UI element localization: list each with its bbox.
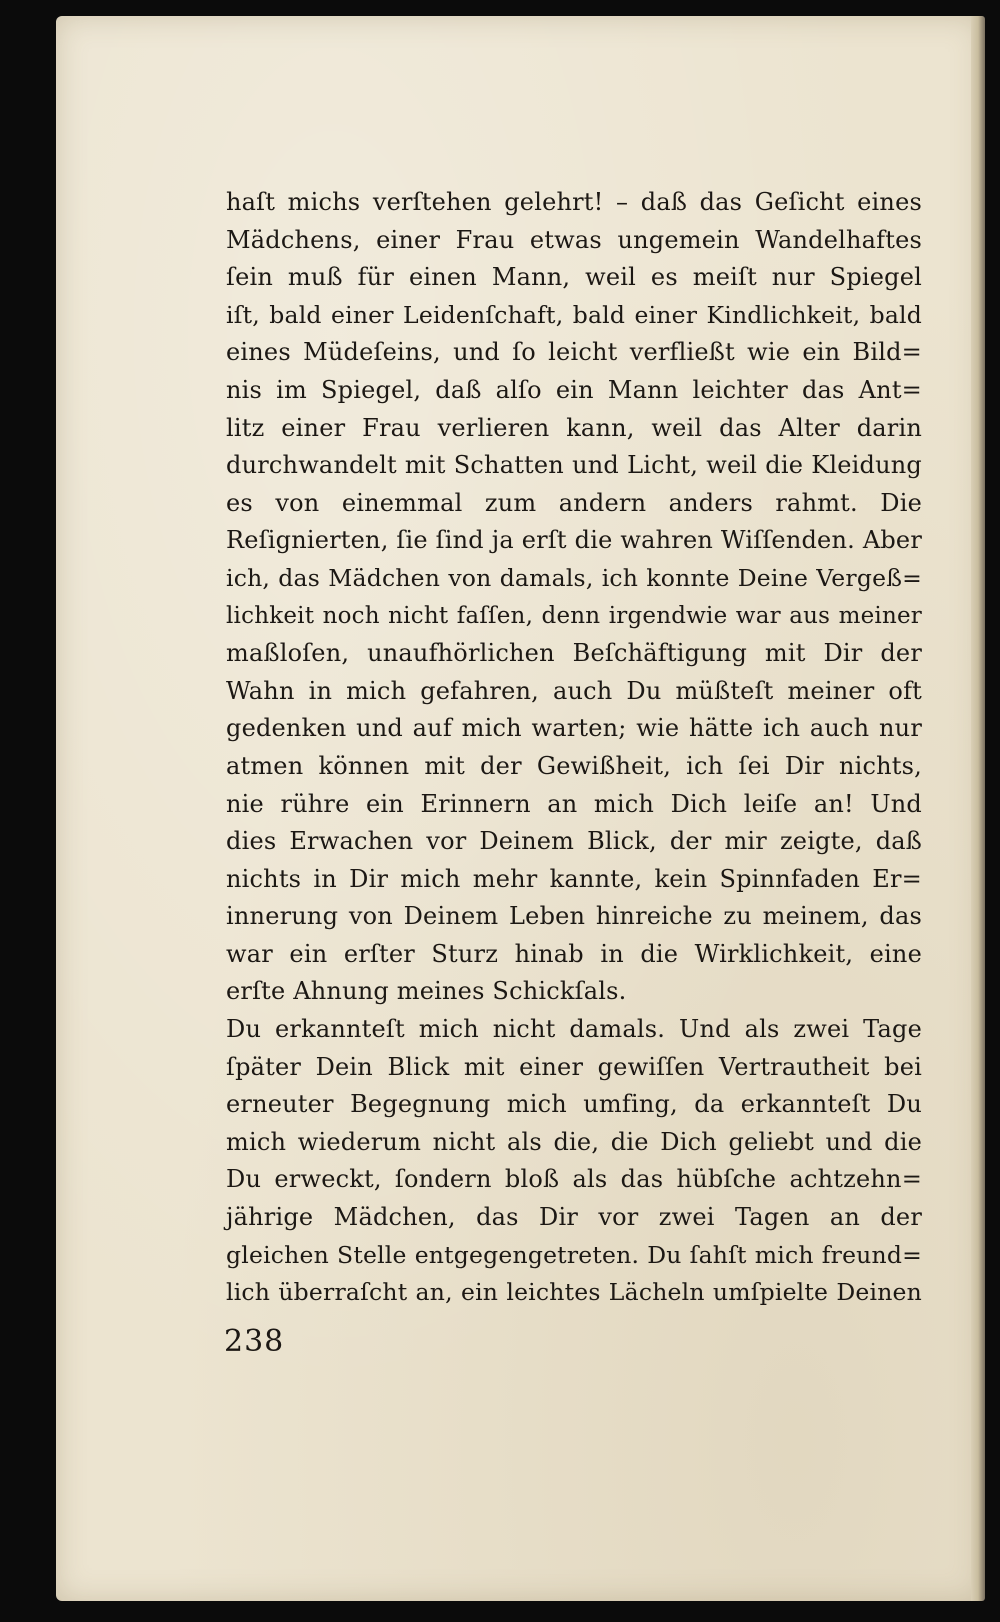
text-line: lich überraſcht an, ein leichtes Lächeln umſpielte Deinen bbox=[226, 1278, 922, 1307]
text-line: Du erkannteſt mich nicht damals. Und als zwei Tage bbox=[226, 1015, 922, 1044]
text-line: erneuter Begegnung mich umfing, da erkannteſt Du bbox=[226, 1090, 922, 1119]
text-line: innerung von Deinem Leben hinreiche zu meinem, das bbox=[226, 902, 922, 931]
text-line: jährige Mädchen, das Dir vor zwei Tagen an der bbox=[226, 1203, 922, 1232]
text-line: mich wiederum nicht als die, die Dich geliebt und die bbox=[226, 1127, 922, 1156]
text-line: gleichen Stelle entgegengetreten. Du ſahſt mich freund= bbox=[226, 1240, 922, 1269]
text-line: ſein muß für einen Mann, weil es meiſt nur Spiegel bbox=[226, 263, 922, 292]
text-line: eines Müdeſeins, und ſo leicht verfließt wie ein Bild= bbox=[226, 338, 922, 367]
text-line: es von einemmal zum andern anders rahmt. Die bbox=[226, 488, 922, 517]
text-line: maßloſen, unaufhörlichen Beſchäftigung mit Dir der bbox=[226, 639, 922, 668]
text-line: Wahn in mich gefahren, auch Du müßteſt meiner oft bbox=[226, 676, 922, 705]
text-line: nichts in Dir mich mehr kannte, kein Spinnfaden Er= bbox=[226, 864, 922, 893]
text-line: lichkeit noch nicht faſſen, denn irgendwie war aus meiner bbox=[226, 602, 922, 629]
page-number: 238 bbox=[224, 1324, 285, 1359]
text-line: Du erweckt, ſondern bloß als das hübſche achtzehn= bbox=[226, 1165, 922, 1194]
page-edge bbox=[971, 16, 985, 1601]
body-text bbox=[226, 184, 922, 1312]
text-line: Mädchens, einer Frau etwas ungemein Wandelhaftes bbox=[226, 225, 922, 254]
text-line: dies Erwachen vor Deinem Blick, der mir zeigte, daß bbox=[226, 827, 922, 856]
text-line: war ein erſter Sturz hinab in die Wirklichkeit, eine bbox=[226, 939, 922, 968]
text-line: litz einer Frau verlieren kann, weil das Alter darin bbox=[226, 413, 922, 442]
text-line: gedenken und auf mich warten; wie hätte ich auch nur bbox=[226, 714, 922, 743]
text-line: ſpäter Dein Blick mit einer gewiſſen Vertrautheit bei bbox=[226, 1052, 922, 1081]
text-line: nis im Spiegel, daß alſo ein Mann leichter das Ant= bbox=[226, 375, 922, 404]
text-line: ich, das Mädchen von damals, ich konnte Deine Vergeß= bbox=[226, 563, 922, 592]
text-line: iſt, bald einer Leidenſchaft, bald einer Kindlichkeit, bald bbox=[226, 300, 922, 329]
text-line: durchwandelt mit Schatten und Licht, weil die Kleidung bbox=[226, 451, 922, 480]
text-line: erſte Ahnung meines Schickſals. bbox=[226, 977, 627, 1006]
text-line: nie rühre ein Erinnern an mich Dich leiſe an! Und bbox=[226, 789, 922, 818]
text-line: atmen können mit der Gewißheit, ich ſei Dir nichts, bbox=[226, 751, 922, 780]
text-line: haſt michs verſtehen gelehrt! – daß das Geſicht eines bbox=[226, 188, 922, 216]
text-line: Reſignierten, ſie ſind ja erſt die wahren Wiſſenden. Aber bbox=[226, 526, 922, 555]
